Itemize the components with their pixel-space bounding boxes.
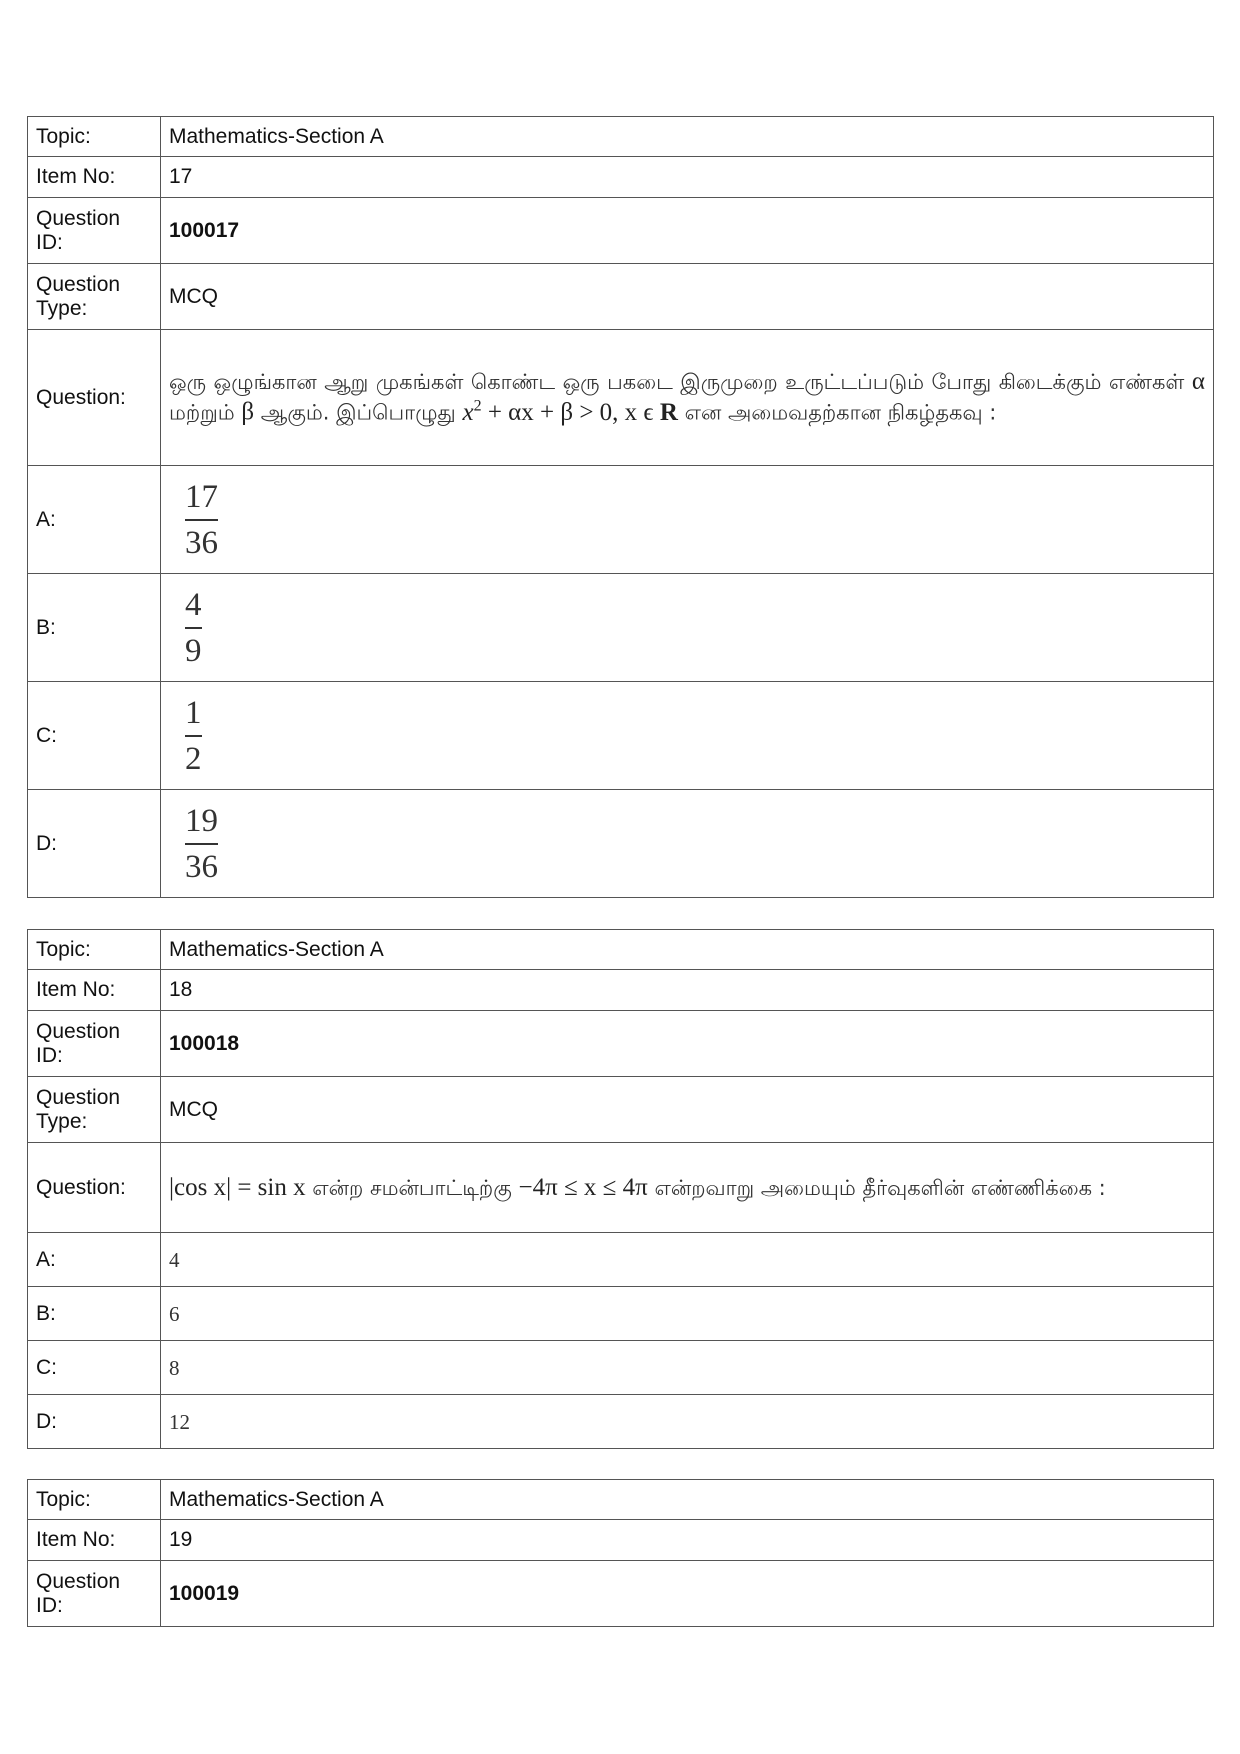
- question-id-label: Question ID:: [28, 1561, 161, 1627]
- fraction-bar: [185, 843, 218, 845]
- question-text-and: மற்றும்: [169, 400, 235, 425]
- math-condition-rest: + αx + β > 0, x ϵ: [487, 398, 654, 426]
- option-a-value: 4: [161, 1233, 1214, 1287]
- topic-value: Mathematics-Section A: [161, 930, 1214, 970]
- option-d-denominator: 36: [185, 848, 218, 885]
- item-no-label: Item No:: [28, 157, 161, 198]
- fraction-bar: [185, 519, 218, 521]
- option-c-label: C:: [28, 682, 161, 790]
- topic-label: Topic:: [28, 117, 161, 157]
- option-d-label: D:: [28, 1395, 161, 1449]
- question-label: Question:: [28, 1143, 161, 1233]
- fraction-bar: [185, 735, 202, 737]
- question-type-value: MCQ: [161, 1077, 1214, 1143]
- item-no-value: 19: [161, 1520, 1214, 1561]
- option-c-value: 8: [161, 1341, 1214, 1395]
- question-text: [161, 330, 1214, 466]
- option-d-label: D:: [28, 790, 161, 898]
- question-type-label: Question Type:: [28, 264, 161, 330]
- math-condition: [462, 399, 677, 426]
- item-no-value: 18: [161, 970, 1214, 1011]
- option-b-label: B:: [28, 1287, 161, 1341]
- option-b-numerator: 4: [185, 586, 202, 623]
- option-a: [161, 466, 1214, 574]
- topic-label: Topic:: [28, 930, 161, 970]
- range: −4π ≤ x ≤ 4π: [518, 1173, 648, 1201]
- question-id-value: 100017: [161, 198, 1214, 264]
- item-no-value: 17: [161, 157, 1214, 198]
- option-c: [161, 682, 1214, 790]
- topic-value: Mathematics-Section A: [161, 1480, 1214, 1520]
- option-d-value: 12: [161, 1395, 1214, 1449]
- option-d-numerator: 19: [185, 802, 218, 839]
- question-17-table: [27, 116, 1214, 898]
- option-a-fraction: [185, 477, 218, 563]
- math-real-set: R: [659, 398, 678, 426]
- question-19-table: [27, 1479, 1214, 1627]
- question-id-value: 100018: [161, 1011, 1214, 1077]
- option-c-label: C:: [28, 1341, 161, 1395]
- option-a-label: A:: [28, 466, 161, 574]
- question-text: [161, 1143, 1214, 1233]
- question-id-label: Question ID:: [28, 1011, 161, 1077]
- question-text-part3: என அமைவதற்கான நிகழ்தகவு :: [684, 400, 997, 425]
- option-b-value: 6: [161, 1287, 1214, 1341]
- question-text-part1: ஒரு ஒழுங்கான ஆறு முகங்கள் கொண்ட ஒரு பகடை இருமுறை உருட்டப்படும் போது கிடைக்கும் எண்கள்: [169, 370, 1185, 395]
- question-type-value: MCQ: [161, 264, 1214, 330]
- question-type-label: Question Type:: [28, 1077, 161, 1143]
- math-x: x: [462, 398, 474, 426]
- item-no-label: Item No:: [28, 970, 161, 1011]
- beta-symbol: β: [241, 398, 255, 426]
- math-exponent: 2: [473, 397, 482, 415]
- question-18-table: [27, 929, 1214, 1449]
- equation: |cos x| = sin x: [169, 1173, 306, 1201]
- option-c-fraction: [185, 693, 202, 779]
- question-id-value: 100019: [161, 1561, 1214, 1627]
- option-b: [161, 574, 1214, 682]
- question-id-label: Question ID:: [28, 198, 161, 264]
- question-text-part2: ஆகும். இப்பொழுது: [260, 400, 456, 425]
- alpha-symbol: α: [1191, 368, 1205, 396]
- topic-label: Topic:: [28, 1480, 161, 1520]
- option-c-denominator: 2: [185, 740, 202, 777]
- option-a-denominator: 36: [185, 524, 218, 561]
- option-b-label: B:: [28, 574, 161, 682]
- question-label: Question:: [28, 330, 161, 466]
- item-no-label: Item No:: [28, 1520, 161, 1561]
- option-a-numerator: 17: [185, 478, 218, 515]
- option-a-label: A:: [28, 1233, 161, 1287]
- option-d: [161, 790, 1214, 898]
- topic-value: Mathematics-Section A: [161, 117, 1214, 157]
- option-b-denominator: 9: [185, 632, 202, 669]
- fraction-bar: [185, 627, 202, 629]
- question-text-part2: என்றவாறு அமையும் தீர்வுகளின் எண்ணிக்கை :: [654, 1175, 1106, 1200]
- question-text-part1: என்ற சமன்பாட்டிற்கு: [312, 1175, 512, 1200]
- option-b-fraction: [185, 585, 202, 671]
- option-c-numerator: 1: [185, 694, 202, 731]
- option-d-fraction: [185, 801, 218, 887]
